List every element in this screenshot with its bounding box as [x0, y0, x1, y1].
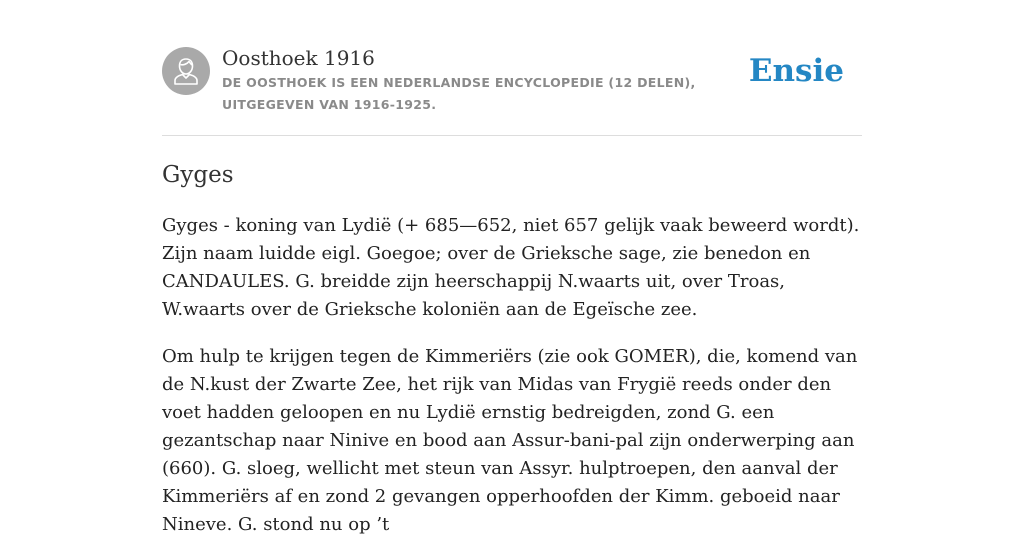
source-description: DE OOSTHOEK IS EEN NEDERLANDSE ENCYCLOPEDIE (12 DELEN), UITGEGEVEN VAN 1916-1925.	[222, 75, 696, 112]
article-body	[162, 212, 862, 558]
brand-logo[interactable]: Ensie	[748, 53, 844, 89]
article-paragraph: Gyges - koning van Lydië (+ 685—652, niet 657 gelijk vaak beweerd wordt). Zijn naam luidde eigl. Goegoe; over de Grieksche sage, zie benedon en CANDAULES. G. breidde zijn heerschappij N.waarts uit, over Troas, W.waarts over de Grieksche koloniën aan de Egeïsche zee.	[162, 215, 860, 320]
divider	[162, 135, 862, 136]
article-paragraph: Om hulp te krijgen tegen de Kimmeriërs (zie ook GOMER), die, komend van de N.kust der Zwarte Zee, het rijk van Midas van Frygië reeds onder den voet hadden geloopen en nu Lydië ernstig bedreigden, zond G. een gezantschap naar Ninive en bood aan Assur-bani-pal zijn onderwerping aan (660). G. sloeg, wellicht met steun van Assyr. hulptroepen, den aanval der Kimmeriërs af en zond 2 gevangen opperhoofden der Kimm. geboeid naar Nineve. G. stond nu op ’t	[162, 346, 858, 535]
user-icon	[162, 47, 210, 95]
article-title: Gyges	[162, 162, 234, 188]
source-name[interactable]: Oosthoek 1916	[222, 46, 375, 70]
source-header	[162, 45, 862, 135]
